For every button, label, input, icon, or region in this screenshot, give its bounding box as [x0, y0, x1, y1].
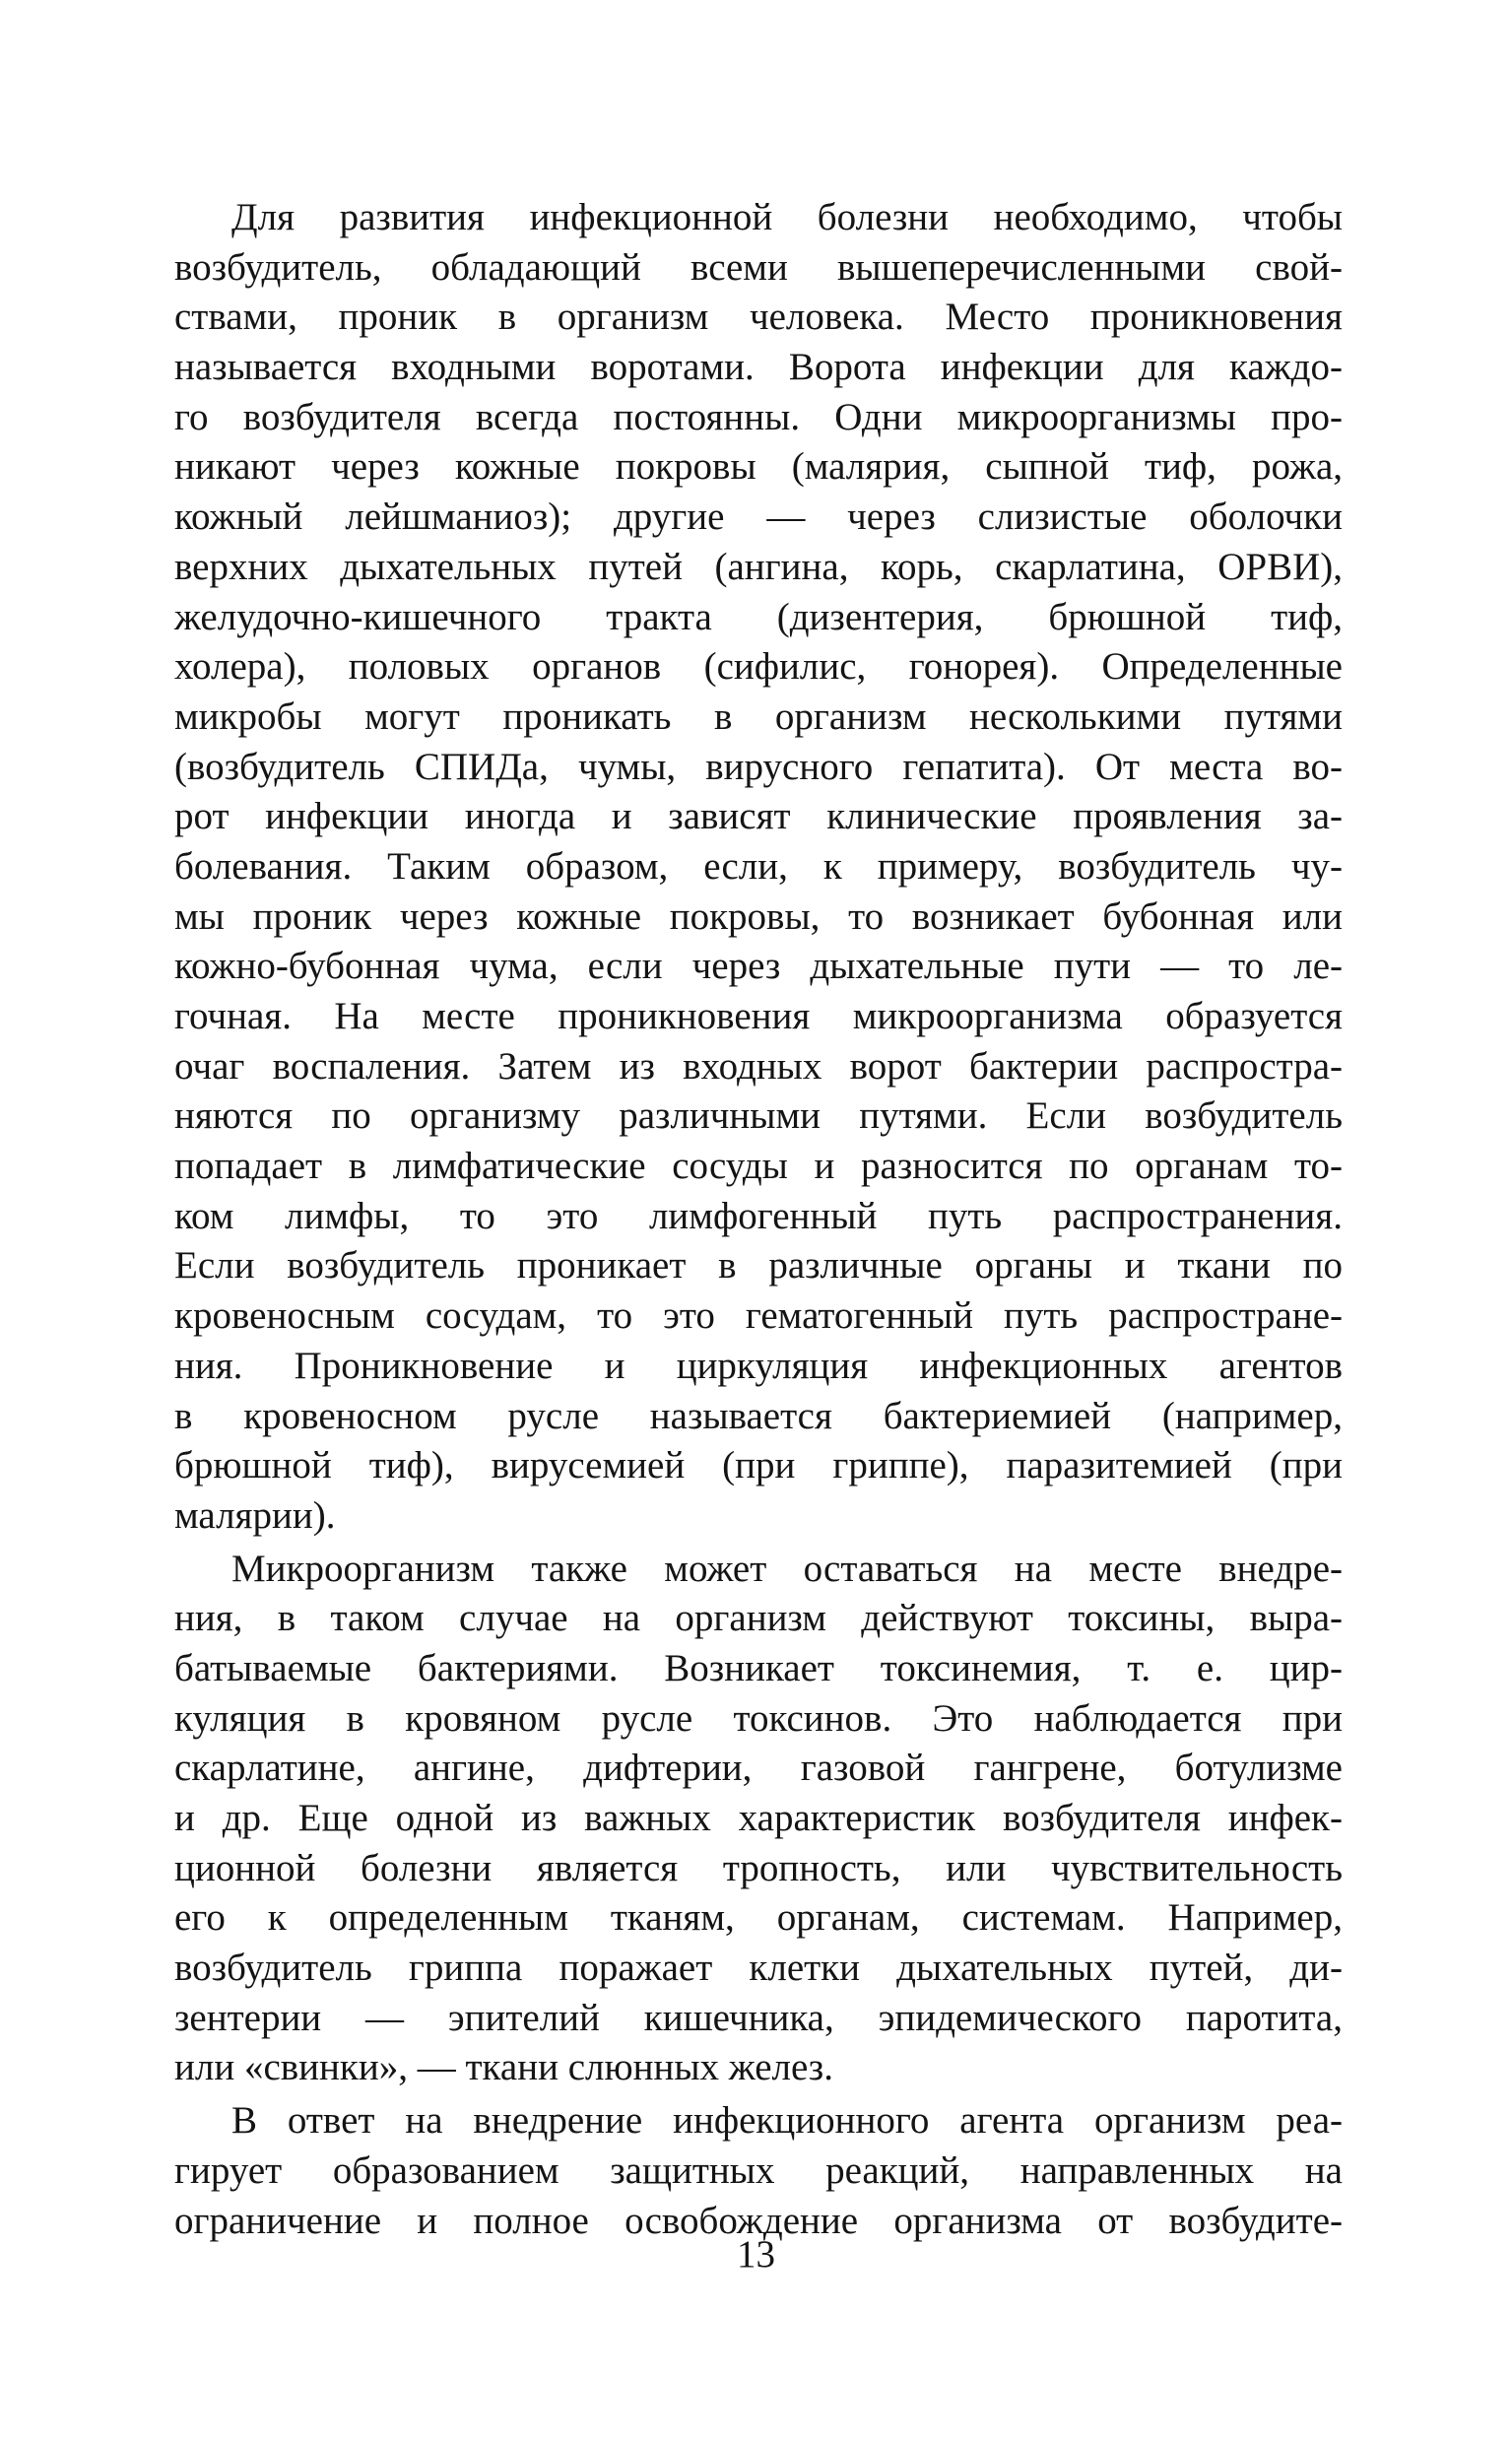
text-line: кожно-бубонная чума, если через дыхательные пути — то ле- [174, 945, 1343, 988]
page-number: 13 [737, 2233, 775, 2276]
text-line: зентерии — эпителий кишечника, эпидемического паротита, [174, 1996, 1343, 2039]
text-line: няются по организму различными путями. Если возбудитель [174, 1094, 1343, 1138]
text-line: болевания. Таким образом, если, к примеру, возбудитель чу- [174, 844, 1343, 888]
text-line: никают через кожные покровы (малярия, сыпной тиф, рожа, [174, 445, 1343, 489]
text-line: рот инфекции иногда и зависят клинические проявления за- [174, 795, 1343, 838]
text-line: его к определенным тканям, органам, системам. Например, [174, 1896, 1343, 1940]
text-line: Для развития инфекционной болезни необходимо, чтобы [231, 196, 1343, 238]
text-line: ствами, проник в организм человека. Место проникновения [174, 296, 1343, 339]
body-text [174, 193, 1343, 2246]
text-line: возбудитель гриппа поражает клетки дыхательных путей, ди- [174, 1947, 1343, 1990]
text-line: желудочно-кишечного тракта (дизентерия, брюшной тиф, [174, 595, 1343, 638]
text-line: верхних дыхательных путей (ангина, корь, скарлатина, ОРВИ), [174, 545, 1343, 588]
text-line: ционной болезни является тропность, или чувствительность [174, 1846, 1343, 1889]
text-line: В ответ на внедрение инфекционного агента организм реа- [231, 2099, 1343, 2143]
text-line: ограничение и полное освобождение организма от возбудите- [174, 2199, 1343, 2242]
text-line: Микроорганизм также может оставаться на месте внедре- [231, 1547, 1343, 1590]
text-line: кровеносным сосудам, то это гематогенный путь распростране- [174, 1294, 1343, 1338]
text-line: в кровеносном русле называется бактериемией (например, [174, 1394, 1343, 1437]
text-line: кожный лейшманиоз); другие — через слизистые оболочки [174, 495, 1343, 539]
text-line: скарлатине, ангине, дифтерии, газовой гангрене, ботулизме [174, 1747, 1343, 1790]
text-line: холера), половых органов (сифилис, гонорея). Определенные [174, 645, 1343, 689]
text-line: очаг воспаления. Затем из входных ворот бактерии распростра- [174, 1044, 1343, 1088]
text-line: гирует образованием защитных реакций, направленных на [174, 2148, 1343, 2192]
text-line: гочная. На месте проникновения микроорганизма образуется [174, 995, 1343, 1037]
paragraph-3 [174, 2096, 1343, 2246]
paragraph-2 [174, 1545, 1343, 2094]
text-line: возбудитель, обладающий всеми вышеперечисленными свой- [174, 245, 1343, 289]
text-line: ния. Проникновение и циркуляция инфекционных агентов [174, 1344, 1343, 1387]
text-line: микробы могут проникать в организм несколькими путями [174, 694, 1343, 738]
text-line: ком лимфы, то это лимфогенный путь распространения. [174, 1194, 1343, 1237]
text-line: попадает в лимфатические сосуды и разносится по органам то- [174, 1145, 1343, 1188]
text-line: куляция в кровяном русле токсинов. Это наблюдается при [174, 1696, 1343, 1740]
text-line: брюшной тиф), вирусемией (при гриппе), паразитемией (при [174, 1444, 1343, 1487]
text-line: мы проник через кожные покровы, то возникает бубонная или [174, 894, 1343, 938]
text-line: Если возбудитель проникает в различные органы и ткани по [174, 1244, 1343, 1288]
text-line: батываемые бактериями. Возникает токсинемия, т. е. цир- [174, 1646, 1343, 1689]
text-line: ния, в таком случае на организм действуют токсины, выра- [174, 1597, 1343, 1640]
text-line: или «свинки», — ткани слюнных желез. [174, 2046, 833, 2089]
text-line: малярии). [174, 1493, 336, 1537]
text-line: го возбудителя всегда постоянны. Одни микроорганизмы про- [174, 395, 1343, 438]
paragraph-1 [174, 193, 1343, 1542]
text-line: и др. Еще одной из важных характеристик возбудителя инфек- [174, 1797, 1343, 1839]
text-line: (возбудитель СПИДа, чумы, вирусного гепатита). От места во- [174, 745, 1343, 788]
text-line: называется входными воротами. Ворота инфекции для каждо- [174, 346, 1343, 389]
